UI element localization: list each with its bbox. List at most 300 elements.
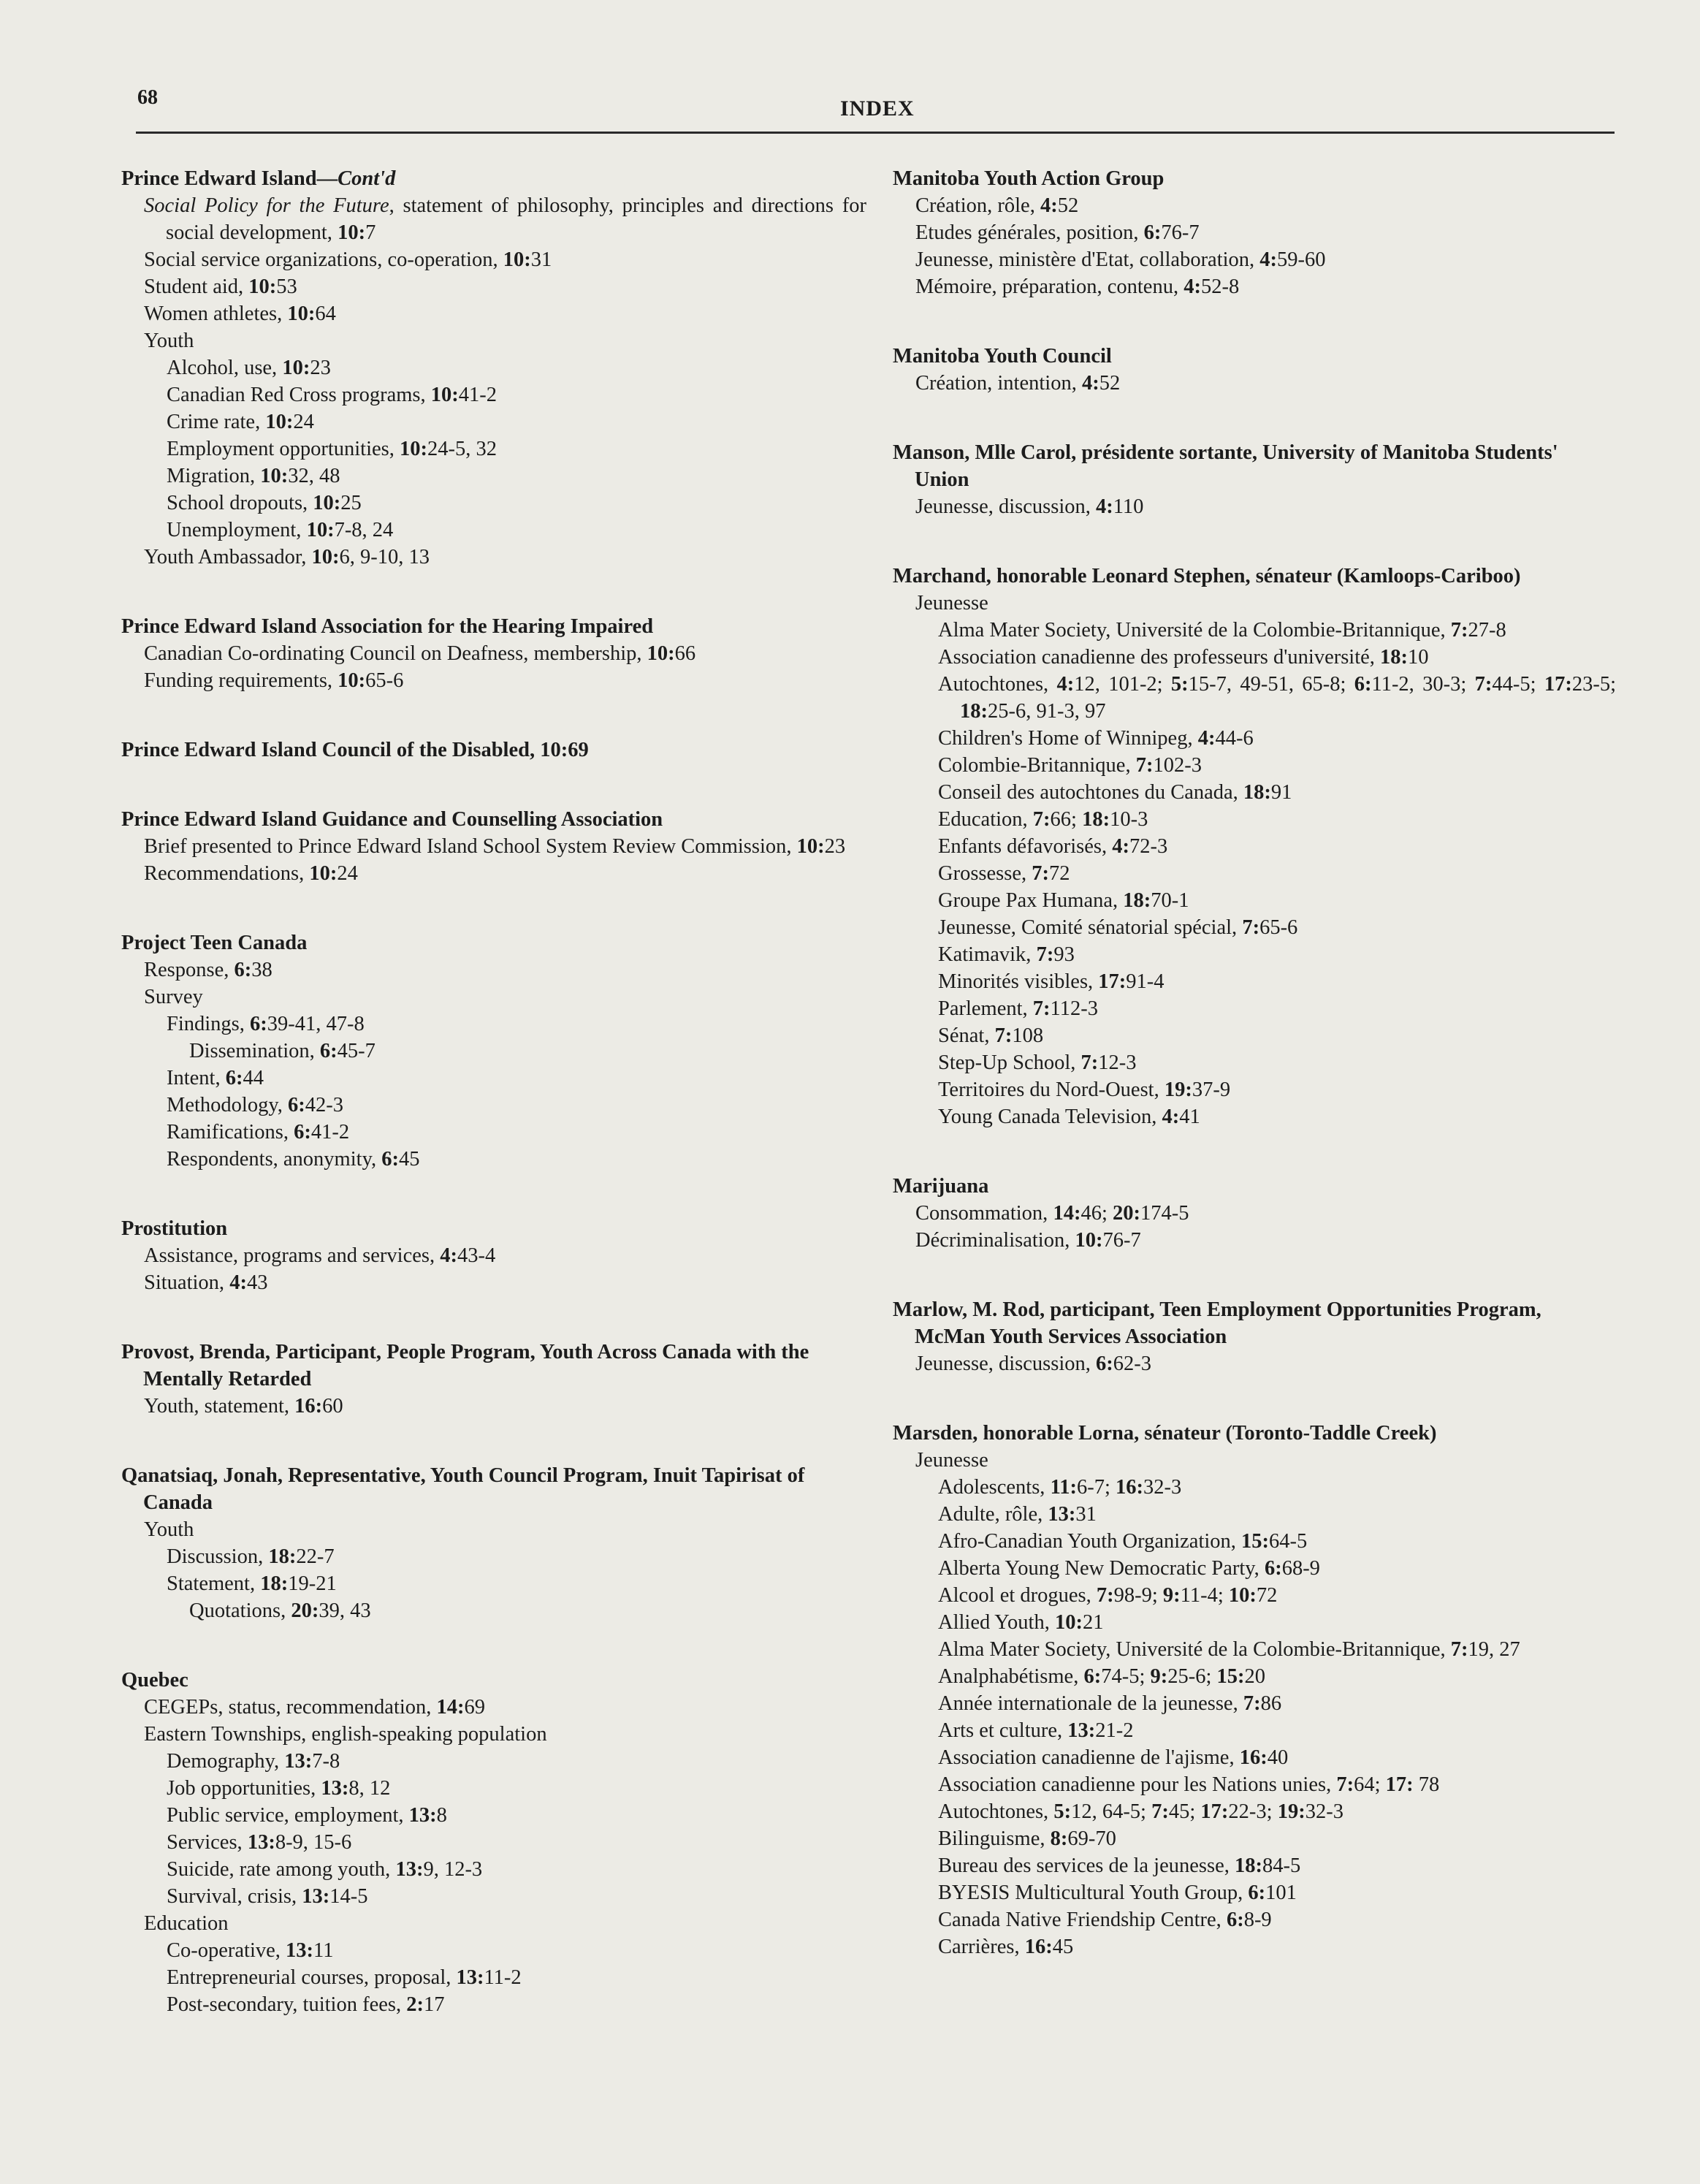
- volume-reference: 16:: [1116, 1476, 1144, 1499]
- index-subentry: [938, 860, 1616, 887]
- subentry-text: Bilinguisme,: [938, 1827, 1051, 1850]
- volume-reference: 6:: [1248, 1881, 1266, 1904]
- index-subentry: [938, 1076, 1616, 1103]
- subentry-text: 112-3: [1050, 997, 1098, 1020]
- index-subentry: [915, 192, 1616, 219]
- index-entry: [893, 563, 1616, 1130]
- index-column-left: [121, 165, 866, 2061]
- index-subentry: [144, 1694, 866, 1721]
- index-subentry: [915, 1350, 1616, 1377]
- volume-reference: 6:: [1354, 673, 1372, 696]
- index-heading: Marchand, honorable Leonard Stephen, sénateur (Kamloops-Cariboo): [893, 565, 1521, 587]
- volume-reference: 13:: [247, 1831, 275, 1854]
- page-number: 68: [137, 86, 158, 109]
- index-subentry: [144, 544, 866, 571]
- volume-reference: 13:: [1048, 1503, 1076, 1526]
- subentry-text: 8: [436, 1804, 447, 1827]
- index-subentry: [167, 1991, 866, 2018]
- volume-reference: 13:: [284, 1750, 313, 1773]
- index-entry: [121, 1462, 866, 1624]
- subentry-text: 65-6: [1259, 916, 1298, 939]
- volume-reference: 18:: [268, 1545, 297, 1568]
- volume-reference: 8:: [1050, 1827, 1068, 1850]
- volume-reference: 18:: [960, 700, 988, 723]
- index-subentry: [167, 463, 866, 490]
- subentry-text: Enfants défavorisés,: [938, 835, 1113, 858]
- index-subentry: [938, 1049, 1616, 1076]
- index-subentry: [144, 273, 866, 300]
- volume-reference: 6:: [381, 1148, 399, 1171]
- subentry-text: Survival, crisis,: [167, 1885, 302, 1908]
- index-subentry: [122, 192, 866, 246]
- subentry-text: Assistance, programs and services,: [144, 1244, 441, 1267]
- index-heading: Manitoba Youth Council: [893, 345, 1112, 368]
- subentry-text: 64-5: [1269, 1530, 1308, 1553]
- subentry-text: Jeunesse, discussion,: [915, 495, 1096, 518]
- subentry-text: 12-3: [1098, 1051, 1137, 1074]
- index-subentry: [916, 671, 1616, 725]
- index-subentry: [915, 493, 1616, 520]
- volume-reference: 16:: [294, 1395, 323, 1418]
- subentry-text: 65-6: [365, 669, 404, 692]
- subentry-text: 74-5;: [1101, 1665, 1151, 1688]
- index-subentry: [915, 246, 1616, 273]
- index-subentry: [144, 983, 866, 1011]
- volume-reference: 10:: [311, 546, 340, 568]
- volume-reference: 6:: [1226, 1909, 1244, 1931]
- index-subentry: [938, 1906, 1616, 1933]
- index-entry: [121, 1215, 866, 1296]
- volume-reference: 18:: [1243, 781, 1271, 804]
- volume-reference: 6:: [1083, 1665, 1102, 1688]
- index-subentry: [167, 1119, 866, 1146]
- volume-reference: 17:: [1200, 1800, 1229, 1823]
- subentry-text: 45: [1052, 1936, 1074, 1958]
- subentry-text: Youth Ambassador,: [144, 546, 312, 568]
- subentry-text: 22-7: [296, 1545, 335, 1568]
- volume-reference: 15:: [1241, 1530, 1270, 1553]
- subentry-text: Jeunesse, Comité sénatorial spécial,: [938, 916, 1243, 939]
- volume-reference: 10:: [338, 669, 366, 692]
- volume-reference: 19:: [1277, 1800, 1306, 1823]
- index-subentry: [167, 517, 866, 544]
- subentry-text: 93: [1053, 943, 1075, 966]
- page-title: INDEX: [840, 96, 915, 121]
- subentry-text: 86: [1260, 1692, 1282, 1715]
- index-heading: Manson, Mlle Carol, présidente sortante, University of Manitoba Students' Union: [893, 441, 1558, 491]
- subentry-text: Sénat,: [938, 1024, 995, 1047]
- volume-reference: 14:: [436, 1696, 465, 1719]
- subentry-text: Children's Home of Winnipeg,: [938, 727, 1198, 750]
- index-subentry: [144, 300, 866, 327]
- subentry-text: 72: [1256, 1584, 1278, 1607]
- volume-reference: 13:: [286, 1939, 314, 1962]
- subentry-text: 17: [423, 1993, 445, 2016]
- volume-reference: 13:: [1067, 1719, 1096, 1742]
- index-subentry: [167, 1543, 866, 1570]
- subentry-text: , statement of philosophy, principles and directions for social development,: [166, 194, 867, 244]
- volume-reference: 17:: [1385, 1773, 1414, 1796]
- subentry-text: 40: [1267, 1746, 1289, 1769]
- index-subentry: [938, 1825, 1616, 1852]
- subentry-text: 91-4: [1126, 970, 1165, 993]
- subentry-text: Suicide, rate among youth,: [167, 1858, 396, 1881]
- index-subentry: [938, 1717, 1616, 1744]
- volume-reference: 19:: [1164, 1078, 1192, 1101]
- index-subentry: [938, 1555, 1616, 1582]
- index-heading: Prince Edward Island—Cont'd: [121, 167, 396, 190]
- subentry-text: 110: [1113, 495, 1144, 518]
- subentry-text: School dropouts,: [167, 492, 313, 514]
- subentry-text: 23: [824, 835, 846, 858]
- index-subentry: [938, 1582, 1616, 1609]
- volume-reference: 10:: [313, 492, 341, 514]
- subentry-text: 14-5: [329, 1885, 368, 1908]
- volume-reference: 11:: [1050, 1476, 1077, 1499]
- index-heading: Qanatsiaq, Jonah, Representative, Youth Council Program, Inuit Tapirisat of Canada: [121, 1464, 805, 1514]
- index-subentry: [938, 968, 1616, 995]
- subentry-text: Allied Youth,: [938, 1611, 1055, 1634]
- index-subentry: [144, 640, 866, 667]
- volume-reference: 4:: [1183, 275, 1201, 298]
- subentry-text: 60: [322, 1395, 343, 1418]
- index-entry: [121, 737, 866, 764]
- subentry-text: Autochtones,: [938, 1800, 1054, 1823]
- volume-reference: 20:: [1112, 1202, 1140, 1225]
- index-subentry: [144, 1269, 866, 1296]
- volume-reference: 4:: [1056, 673, 1075, 696]
- subentry-text: Consommation,: [915, 1202, 1053, 1225]
- subentry-text: Arts et culture,: [938, 1719, 1068, 1742]
- subentry-text: Education,: [938, 808, 1033, 831]
- subentry-text: Jeunesse, discussion,: [915, 1352, 1096, 1375]
- subentry-text: 11: [313, 1939, 334, 1962]
- subentry-text: 39, 43: [319, 1599, 371, 1622]
- index-heading: Prostitution: [121, 1217, 228, 1240]
- index-subentry: [144, 860, 866, 887]
- index-subentry: [938, 833, 1616, 860]
- index-heading: Project Teen Canada: [121, 932, 308, 954]
- subentry-text: Grossesse,: [938, 862, 1032, 885]
- subentry-text: BYESIS Multicultural Youth Group,: [938, 1881, 1249, 1904]
- subentry-text: 42-3: [305, 1094, 343, 1116]
- index-subentry: [167, 1011, 866, 1038]
- subentry-text: Bureau des services de la jeunesse,: [938, 1854, 1235, 1877]
- index-entry: [121, 929, 866, 1173]
- subentry-text: Dissemination,: [189, 1040, 320, 1062]
- index-subentry: [915, 1227, 1616, 1254]
- index-subentry: [144, 1242, 866, 1269]
- subentry-text: 76-7: [1161, 221, 1200, 244]
- subentry-text: Colombie-Britannique,: [938, 754, 1136, 777]
- index-subentry: [167, 1748, 866, 1775]
- subentry-text: Situation,: [144, 1271, 230, 1294]
- volume-reference: 7:: [1135, 754, 1154, 777]
- subentry-text: 64;: [1354, 1773, 1386, 1796]
- subentry-text: 62-3: [1113, 1352, 1151, 1375]
- volume-reference: 7:: [1080, 1051, 1099, 1074]
- volume-reference: 17:: [1098, 970, 1127, 993]
- index-subentry: [167, 490, 866, 517]
- index-subentry: [938, 1609, 1616, 1636]
- subentry-text: Alma Mater Society, Université de la Colombie-Britannique,: [938, 1638, 1451, 1661]
- subentry-text: 46;: [1080, 1202, 1113, 1225]
- subentry-text: Alma Mater Society, Université de la Colombie-Britannique,: [938, 619, 1451, 642]
- volume-reference: 4:: [1040, 194, 1058, 217]
- index-subentry: [915, 1200, 1616, 1227]
- subentry-text: Afro-Canadian Youth Organization,: [938, 1530, 1242, 1553]
- volume-reference: 7:: [1450, 1638, 1468, 1661]
- volume-reference: 6:: [234, 959, 252, 981]
- subentry-text: 38: [251, 959, 272, 981]
- subentry-text: Migration,: [167, 465, 261, 487]
- subentry-text: 72: [1049, 862, 1070, 885]
- subentry-text: 9, 12-3: [423, 1858, 483, 1881]
- index-subentry: [167, 1883, 866, 1910]
- volume-reference: 10:: [282, 357, 310, 379]
- subentry-text: 12, 64-5;: [1071, 1800, 1152, 1823]
- index-subentry: [938, 914, 1616, 941]
- index-subentry: [916, 617, 1616, 644]
- subentry-text: Statement,: [167, 1572, 261, 1595]
- subentry-text: Canada Native Friendship Centre,: [938, 1909, 1227, 1931]
- subentry-text: 98-9;: [1113, 1584, 1163, 1607]
- subentry-text: 174-5: [1140, 1202, 1189, 1225]
- index-subentry: [938, 725, 1616, 752]
- subentry-text: 22-3;: [1228, 1800, 1278, 1823]
- volume-reference: 4:: [229, 1271, 247, 1294]
- subentry-text: Demography,: [167, 1750, 285, 1773]
- subentry-text: 43: [246, 1271, 268, 1294]
- volume-reference: 10:: [796, 835, 825, 858]
- subentry-text: Methodology,: [167, 1094, 288, 1116]
- volume-reference: 6:: [1143, 221, 1162, 244]
- subentry-text: Groupe Pax Humana,: [938, 889, 1124, 912]
- index-subentry: [938, 752, 1616, 779]
- index-subentry: [938, 1528, 1616, 1555]
- subentry-text: Findings,: [167, 1013, 251, 1035]
- index-subentry: [144, 956, 866, 983]
- index-subentry: [938, 1663, 1616, 1690]
- index-subentry: [144, 1721, 866, 1748]
- index-heading: Prince Edward Island Guidance and Counselling Association: [121, 808, 663, 831]
- subentry-text: 66: [674, 642, 696, 665]
- index-entry: [893, 1296, 1616, 1377]
- index-entry: [893, 1173, 1616, 1254]
- volume-reference: 18:: [1380, 646, 1409, 669]
- header-rule: [136, 132, 1615, 134]
- subentry-text: 32, 48: [288, 465, 340, 487]
- subentry-text: 72-3: [1129, 835, 1168, 858]
- volume-reference: 10:: [265, 411, 294, 433]
- subentry-text: Ramifications,: [167, 1121, 294, 1144]
- volume-reference: 4:: [1112, 835, 1129, 858]
- volume-reference: 4:: [1197, 727, 1216, 750]
- index-subentry: [122, 833, 866, 860]
- subentry-text: Association canadienne pour les Nations unies,: [938, 1773, 1337, 1796]
- subentry-text: 7-8, 24: [334, 519, 394, 541]
- volume-reference: 10:: [260, 465, 289, 487]
- subentry-text: 12, 101-2;: [1074, 673, 1171, 696]
- subentry-text: 10: [1408, 646, 1429, 669]
- subentry-text: Co-operative,: [167, 1939, 286, 1962]
- index-subentry: [938, 1771, 1616, 1798]
- index-subentry: [167, 1775, 866, 1802]
- subentry-text: Alcohol, use,: [167, 357, 283, 379]
- index-entry: [893, 1420, 1616, 1960]
- volume-reference: 7:: [1151, 1800, 1169, 1823]
- subentry-text: Discussion,: [167, 1545, 269, 1568]
- index-subentry: [167, 435, 866, 463]
- subentry-text: 11-2, 30-3;: [1371, 673, 1475, 696]
- index-heading: Marsden, honorable Lorna, sénateur (Toronto-Taddle Creek): [893, 1422, 1437, 1445]
- volume-reference: 5:: [1053, 1800, 1072, 1823]
- subentry-text: Youth, statement,: [144, 1395, 295, 1418]
- index-subentry: [915, 590, 1616, 617]
- volume-reference: 7:: [994, 1024, 1013, 1047]
- subentry-text: Année internationale de la jeunesse,: [938, 1692, 1243, 1715]
- volume-reference: 10:: [1228, 1584, 1257, 1607]
- subentry-text: Katimavik,: [938, 943, 1037, 966]
- subentry-text: 15-7, 49-51, 65-8;: [1188, 673, 1354, 696]
- subentry-text: 11-4;: [1180, 1584, 1229, 1607]
- subentry-text: 39-41, 47-8: [267, 1013, 365, 1035]
- subentry-text: 25-6, 91-3, 97: [988, 700, 1106, 723]
- subentry-text: Décriminalisation,: [915, 1229, 1075, 1252]
- index-subentry: [938, 1501, 1616, 1528]
- subentry-text: 91: [1270, 781, 1292, 804]
- subentry-text: Post-secondary, tuition fees,: [167, 1993, 407, 2016]
- index-entry: [121, 165, 866, 571]
- subentry-text: Entrepreneurial courses, proposal,: [167, 1966, 457, 1989]
- index-subentry: [938, 1103, 1616, 1130]
- volume-reference: 6:: [250, 1013, 267, 1035]
- subentry-text: 21: [1082, 1611, 1104, 1634]
- subentry-text: 31: [1075, 1503, 1097, 1526]
- subentry-text: Analphabétisme,: [938, 1665, 1084, 1688]
- subentry-text: Survey: [144, 986, 203, 1008]
- subentry-text: 41: [1179, 1106, 1200, 1128]
- subentry-text: CEGEPs, status, recommendation,: [144, 1696, 437, 1719]
- index-subentry: [938, 1744, 1616, 1771]
- index-subentry: [938, 806, 1616, 833]
- subentry-text: Student aid,: [144, 275, 249, 298]
- index-subentry: [916, 1636, 1616, 1663]
- volume-reference: 13:: [321, 1777, 349, 1800]
- index-subentry: [167, 1065, 866, 1092]
- subentry-text: 101: [1265, 1881, 1297, 1904]
- subentry-text: Young Canada Television,: [938, 1106, 1162, 1128]
- volume-reference: 17:: [1544, 673, 1572, 696]
- subentry-text: 84-5: [1262, 1854, 1301, 1877]
- volume-reference: 4:: [1162, 1106, 1180, 1128]
- subentry-text: Job opportunities,: [167, 1777, 321, 1800]
- subentry-text: 8-9: [1243, 1909, 1272, 1931]
- volume-reference: 7:: [1336, 1773, 1354, 1796]
- subentry-text: Association canadienne de l'ajisme,: [938, 1746, 1240, 1769]
- subentry-text: 44-6: [1215, 727, 1254, 750]
- subentry-text: Création, rôle,: [915, 194, 1040, 217]
- index-subentry: [915, 273, 1616, 300]
- volume-reference: 10:: [309, 862, 338, 885]
- subentry-text: 23: [310, 357, 331, 379]
- volume-reference: 6:: [1264, 1557, 1282, 1580]
- volume-reference: 15:: [1216, 1665, 1245, 1688]
- subentry-text: Services,: [167, 1831, 248, 1854]
- index-heading: Prince Edward Island Council of the Disabled, 10:69: [121, 739, 589, 761]
- subentry-text: Brief presented to Prince Edward Island School System Review Commission,: [144, 835, 797, 858]
- index-entry: [121, 806, 866, 887]
- volume-reference: 10:: [503, 248, 531, 271]
- index-entry: [893, 165, 1616, 300]
- volume-reference: 18:: [1082, 808, 1110, 831]
- index-entry: [893, 343, 1616, 397]
- volume-reference: 9:: [1162, 1584, 1181, 1607]
- subentry-text: Jeunesse, ministère d'Etat, collaboration,: [915, 248, 1260, 271]
- subentry-text: Youth: [144, 1518, 194, 1541]
- index-subentry: [167, 1802, 866, 1829]
- subentry-text: 27-8: [1468, 619, 1506, 642]
- volume-reference: 20:: [291, 1599, 319, 1622]
- subentry-text: Step-Up School,: [938, 1051, 1081, 1074]
- subentry-text: 52: [1099, 372, 1121, 395]
- index-entry: [121, 613, 866, 694]
- subentry-text: 69: [464, 1696, 486, 1719]
- subentry-text: 44-5;: [1492, 673, 1544, 696]
- volume-reference: 6:: [294, 1121, 311, 1144]
- volume-reference: 6:: [225, 1067, 243, 1089]
- index-subentry: [144, 1516, 866, 1543]
- subentry-text: 45;: [1168, 1800, 1201, 1823]
- volume-reference: 13:: [408, 1804, 437, 1827]
- subentry-text: 19, 27: [1468, 1638, 1520, 1661]
- subentry-text: Etudes générales, position,: [915, 221, 1144, 244]
- index-subentry: [938, 995, 1616, 1022]
- volume-reference: 10:: [400, 438, 428, 460]
- index-heading: Quebec: [121, 1669, 188, 1692]
- volume-reference: 10:: [248, 275, 277, 298]
- volume-reference: 13:: [456, 1966, 484, 1989]
- volume-reference: 7:: [1450, 619, 1468, 642]
- volume-reference: 10:: [647, 642, 675, 665]
- subentry-text: 21-2: [1095, 1719, 1134, 1742]
- index-subentry: [144, 1393, 866, 1420]
- index-subentry: [938, 644, 1616, 671]
- index-heading: Provost, Brenda, Participant, People Program, Youth Across Canada with the Mentally Retarded: [121, 1341, 809, 1390]
- subentry-text: Parlement,: [938, 997, 1033, 1020]
- volume-reference: 6:: [319, 1040, 338, 1062]
- volume-reference: 10:: [338, 221, 366, 244]
- subentry-text: 10-3: [1110, 808, 1148, 831]
- index-subentry: [915, 370, 1616, 397]
- index-subentry: [915, 1447, 1616, 1474]
- volume-reference: 10:: [306, 519, 335, 541]
- subentry-text: 7-8: [312, 1750, 340, 1773]
- index-subentry: [144, 246, 866, 273]
- volume-reference: 18:: [1234, 1854, 1262, 1877]
- volume-reference: 7:: [1036, 943, 1054, 966]
- subentry-text: 43-4: [457, 1244, 496, 1267]
- index-subentry: [167, 354, 866, 381]
- volume-reference: 2:: [406, 1993, 424, 2016]
- index-subentry: [938, 1690, 1616, 1717]
- subentry-text: Autochtones,: [938, 673, 1057, 696]
- subentry-text: 59-60: [1277, 248, 1326, 271]
- volume-reference: 16:: [1239, 1746, 1268, 1769]
- subentry-text: Jeunesse: [915, 592, 988, 615]
- subentry-text: 32-3: [1143, 1476, 1182, 1499]
- subentry-text: Social service organizations, co-operation,: [144, 248, 503, 271]
